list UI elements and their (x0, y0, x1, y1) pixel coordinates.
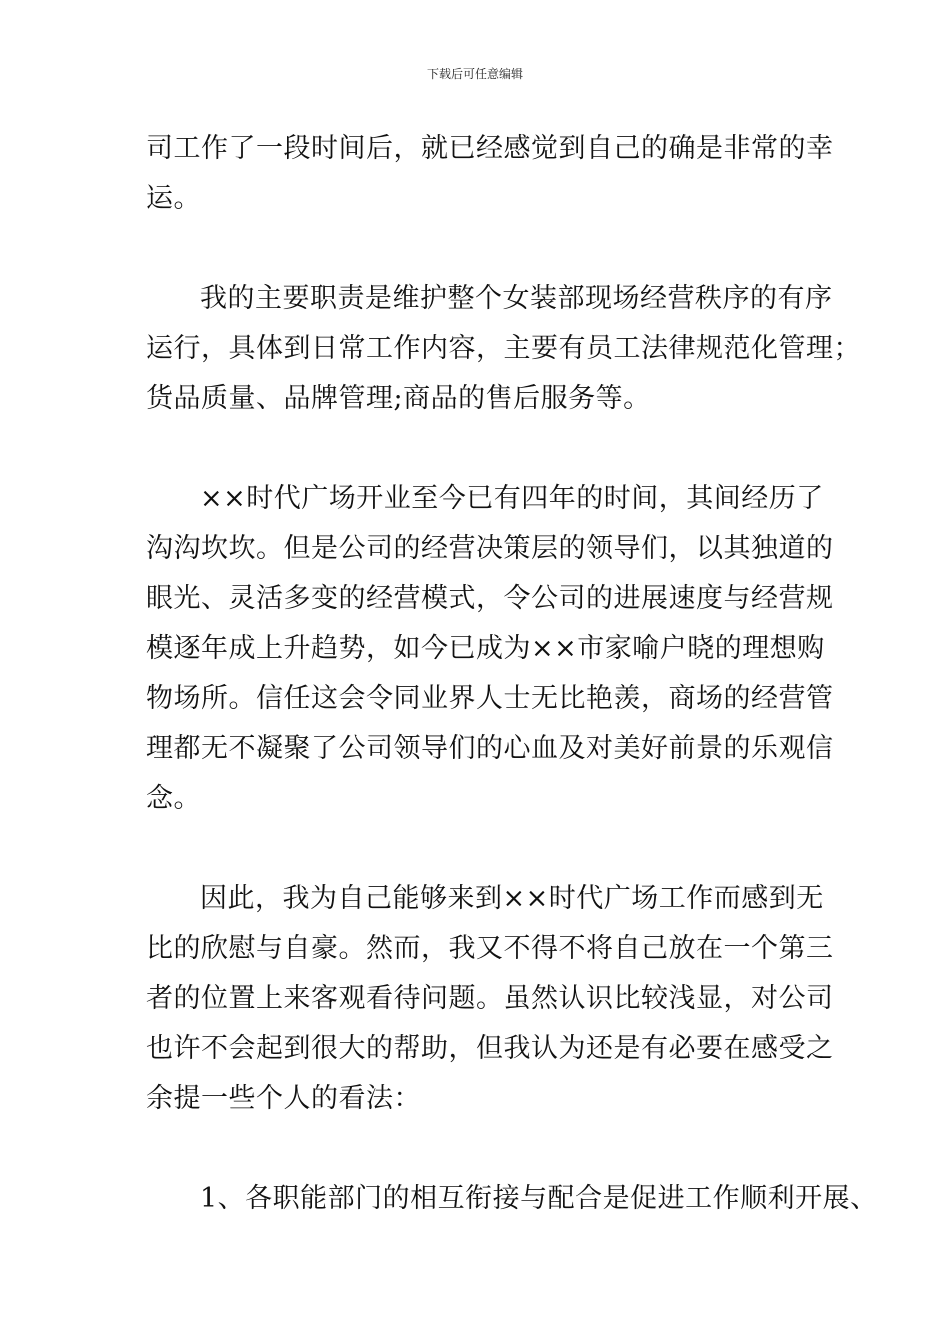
text-line: 我的主要职责是维护整个女装部现场经营秩序的有序 (200, 283, 833, 314)
paragraph-4 (146, 874, 834, 1124)
text-line: 也许不会起到很大的帮助，但我认为还是有必要在感受之 (146, 1033, 834, 1064)
text-line: 比的欣慰与自豪。然而，我又不得不将自己放在一个第三 (146, 933, 834, 964)
paragraph-gap (146, 224, 826, 274)
text-line: 余提一些个人的看法： (146, 1083, 421, 1114)
paragraph-gap (146, 1124, 826, 1174)
text-line: 眼光、灵活多变的经营模式，令公司的进展速度与经营规 (146, 583, 834, 614)
text-line: 物场所。信任这会令同业界人士无比艳羡，商场的经营管 (146, 683, 834, 714)
text-line: 司工作了一段时间后，就已经感觉到自己的确是非常的幸 (146, 133, 834, 164)
text-line: 模逐年成上升趋势，如今已成为××市家喻户晓的理想购 (146, 633, 825, 664)
paragraph-gap (146, 424, 826, 474)
text-line: 货品质量、品牌管理;商品的售后服务等。 (146, 383, 651, 414)
text-line: 念。 (146, 783, 201, 814)
paragraph-1 (146, 124, 834, 224)
text-line: ××时代广场开业至今已有四年的时间，其间经历了 (200, 483, 824, 514)
document-body (146, 124, 878, 1224)
text-line: 沟沟坎坎。但是公司的经营决策层的领导们，以其独道的 (146, 533, 834, 564)
text-line: 者的位置上来客观看待问题。虽然认识比较浅显，对公司 (146, 983, 834, 1014)
text-line: 运。 (146, 183, 201, 214)
text-line: 因此，我为自己能够来到××时代广场工作而感到无 (200, 883, 824, 914)
paragraph-5 (146, 1174, 878, 1224)
paragraph-gap (146, 824, 826, 874)
paragraph-3 (146, 474, 834, 824)
text-line: 理都无不凝聚了公司领导们的心血及对美好前景的乐观信 (146, 733, 834, 764)
page-header: 下载后可任意编辑 (426, 67, 523, 81)
text-line: 运行，具体到日常工作内容，主要有员工法律规范化管理； (146, 333, 861, 364)
text-line: 1、各职能部门的相互衔接与配合是促进工作顺利开展、 (200, 1183, 878, 1214)
paragraph-2 (146, 274, 861, 424)
